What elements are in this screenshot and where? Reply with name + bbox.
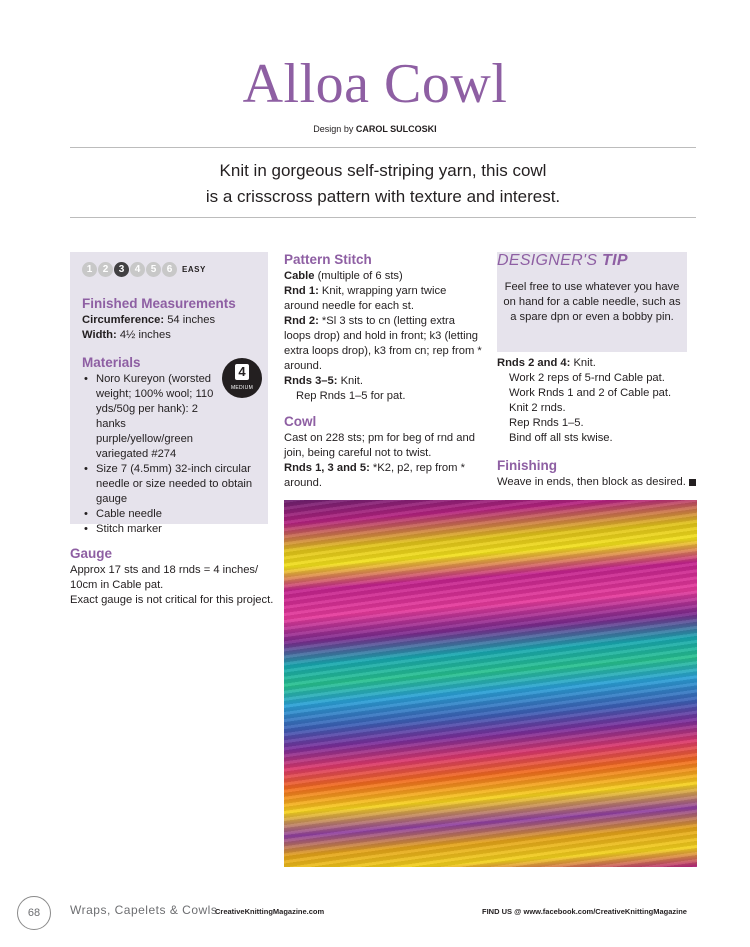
skill-label: EASY [182,265,206,274]
gauge-heading: Gauge [70,546,113,561]
circ-label: Circumference: [82,314,165,326]
rnd2-text: *Sl 3 sts to cn (letting extra loops drop) and hold in front; k3 (letting extra loops drop), k3 from cn; rep from * around. [284,315,482,372]
knit-swatch-photo [284,500,697,867]
cowl-section [284,414,484,491]
yarn-weight-number: 4 [235,364,249,380]
page-title: Alloa Cowl [242,53,508,115]
end-mark-icon [689,479,696,486]
rnd35-label: Rnds 3–5: [284,375,338,387]
rnds135-text: *K2, p2, rep from * around. [284,462,465,489]
pattern-stitch-section [284,252,484,404]
skill-dot-3-selected: 3 [114,262,129,277]
yarn-weight-label: MEDIUM [230,385,254,391]
skill-dot-1: 1 [82,262,97,277]
yarn-weight-icon [222,358,262,398]
designer-tip-heading [497,251,628,271]
intro-line-1: Knit in gorgeous self-striping yarn, this cowl [219,161,547,180]
rnds24-section [497,356,697,446]
list-item: • Noro Kureyon (worsted weight; 100% wool; 110 yds/50g per hank): 2 hanks purple/yellow/green variegated #274 [82,372,264,462]
designer-name: CAROL SULCOSKI [355,124,437,134]
finishing-text: Weave in ends, then block as desired. [497,476,686,488]
list-item: • Cable needle [82,507,264,522]
width-value: 4½ inches [119,329,171,341]
list-item: • Size 7 (4.5mm) 32-inch circular needle or size needed to obtain gauge [82,462,264,507]
footer-url[interactable]: CreativeKnittingMagazine.com [215,907,325,916]
page-number: 68 [17,896,51,930]
rnd35-text: Knit. [340,375,363,387]
finished-measurements [82,296,262,343]
finished-heading: Finished Measurements [82,296,236,311]
designer-tip-text: Feel free to use whatever you have on hand for a cable needle, such as a spare dpn or even a bobby pin. [503,281,681,323]
gauge-line-2: Exact gauge is not critical for this project. [70,594,274,606]
rnds135-label: Rnds 1, 3 and 5: [284,462,370,474]
byline-prefix: Design by [313,124,354,134]
skill-dot-6: 6 [162,262,177,277]
pattern-repeat: Rep Rnds 1–5 for pat. [296,390,406,402]
rnd2-label: Rnd 2: [284,315,319,327]
rnd1-label: Rnd 1: [284,285,319,297]
finishing-section [497,458,697,490]
cable-note: (multiple of 6 sts) [317,270,403,282]
step-item: Rep Rnds 1–5. [509,417,584,429]
skill-dot-2: 2 [98,262,113,277]
finishing-heading: Finishing [497,458,557,473]
cowl-cast-on: Cast on 228 sts; pm for beg of rnd and join, being careful not to twist. [284,432,475,459]
step-item: Bind off all sts kwise. [509,432,613,444]
materials-heading: Materials [82,355,141,370]
section-name: Wraps, Capelets & Cowls [70,903,218,917]
footer-facebook[interactable]: FIND US @ www.facebook.com/CreativeKnittingMagazine [482,907,687,916]
designer-byline [0,124,750,134]
tip-heading-part2: TIP [602,252,628,269]
cowl-heading: Cowl [284,414,317,429]
step-item: Knit 2 rnds. [509,402,566,414]
skill-level-rating [82,262,206,277]
intro-text [70,158,696,210]
step-item: Work 2 reps of 5-rnd Cable pat. [509,372,665,384]
skill-dot-4: 4 [130,262,145,277]
pattern-stitch-heading: Pattern Stitch [284,252,372,267]
gauge-line-1: Approx 17 sts and 18 rnds = 4 inches/ 10cm in Cable pat. [70,564,259,591]
top-divider [70,147,696,148]
tip-heading-part1: DESIGNER'S [497,252,598,269]
rnds24-label: Rnds 2 and 4: [497,357,571,369]
rnds24-text: Knit. [573,357,596,369]
rnd1-text: Knit, wrapping yarn twice around needle for each st. [284,285,447,312]
skill-dot-5: 5 [146,262,161,277]
step-item: Work Rnds 1 and 2 of Cable pat. [509,387,672,399]
width-label: Width: [82,329,117,341]
intro-line-2: is a crisscross pattern with texture and interest. [205,187,561,206]
list-item: • Stitch marker [82,522,264,537]
circ-value: 54 inches [167,314,216,326]
intro-divider [70,217,696,218]
cable-label: Cable [284,270,315,282]
gauge-section [70,546,275,608]
